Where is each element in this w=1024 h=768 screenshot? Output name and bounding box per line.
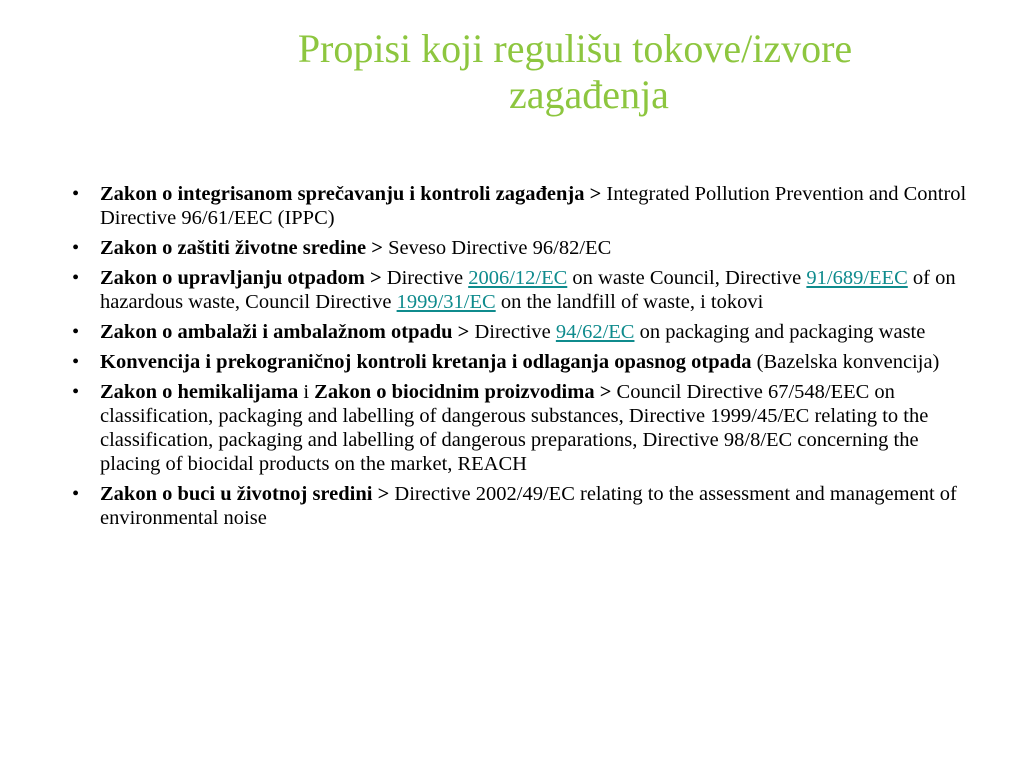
directive-link-2006-12-ec[interactable]: 2006/12/EC — [468, 267, 568, 289]
law-name: Konvencija i prekograničnoj kontroli kretanja i odlaganja opasnog otpada — [100, 351, 752, 373]
law-name: Zakon o buci u životnoj sredini > — [100, 483, 390, 505]
bullet-icon: • — [72, 183, 80, 205]
directive-text: Directive — [381, 267, 469, 289]
title-line-2: zagađenja — [509, 72, 669, 117]
list-item — [72, 236, 972, 260]
bullet-icon: • — [72, 483, 80, 505]
directive-text: on the landfill of waste, i tokovi — [495, 291, 764, 313]
list-item — [72, 482, 972, 530]
bullet-icon: • — [72, 321, 80, 343]
directive-text: on packaging and packaging waste — [634, 321, 926, 343]
directive-text: Directive 2002/49/EC relating to the assessment and management of environmental noise — [100, 483, 957, 529]
law-name: Zakon o integrisanom sprečavanju i kontroli zagađenja > — [100, 183, 602, 205]
directive-text: of on hazardous waste, Council Directive — [100, 267, 956, 313]
list-item — [72, 182, 972, 230]
directive-text: Seveso Directive 96/82/EC — [382, 237, 612, 259]
bullet-icon: • — [72, 381, 80, 403]
law-name: Zakon o upravljanju otpadom > — [100, 267, 382, 289]
slide-title — [150, 26, 1000, 118]
law-name: Zakon o zaštiti životne sredine > — [100, 237, 383, 259]
list-item — [72, 320, 972, 344]
directive-text: Integrated Pollution Prevention and Control Directive 96/61/EEC (IPPC) — [100, 183, 967, 229]
law-name: Zakon o ambalaži i ambalažnom otpadu > — [100, 321, 470, 343]
list-item — [72, 266, 972, 314]
directive-text: on waste Council, Directive — [567, 267, 807, 289]
directive-text: (Bazelska konvencija) — [751, 351, 940, 373]
title-line-1: Propisi koji regulišu tokove/izvore — [297, 26, 853, 71]
bullet-icon: • — [72, 237, 80, 259]
conjunction-text: i — [298, 381, 315, 403]
law-name: Zakon o hemikalijama — [100, 381, 299, 403]
bullet-list — [72, 182, 972, 536]
directive-link-1999-31-ec[interactable]: 1999/31/EC — [396, 291, 496, 313]
law-name: Zakon o biocidnim proizvodima > — [314, 381, 612, 403]
list-item — [72, 350, 972, 374]
directive-link-94-62-ec[interactable]: 94/62/EC — [555, 321, 635, 343]
bullet-icon: • — [72, 267, 80, 289]
list-item — [72, 380, 972, 476]
bullet-icon: • — [72, 351, 80, 373]
directive-text: Directive — [469, 321, 556, 343]
directive-link-91-689-eec[interactable]: 91/689/EEC — [806, 267, 908, 289]
directive-text: Council Directive 67/548/EEC on classification, packaging and labelling of dangerous substances, Directive 1999/45/EC relating to the classification, packaging and labelling of dangerous preparations, Directive 98/8/EC concerning the placing of biocidal products on the market, REACH — [100, 381, 929, 475]
